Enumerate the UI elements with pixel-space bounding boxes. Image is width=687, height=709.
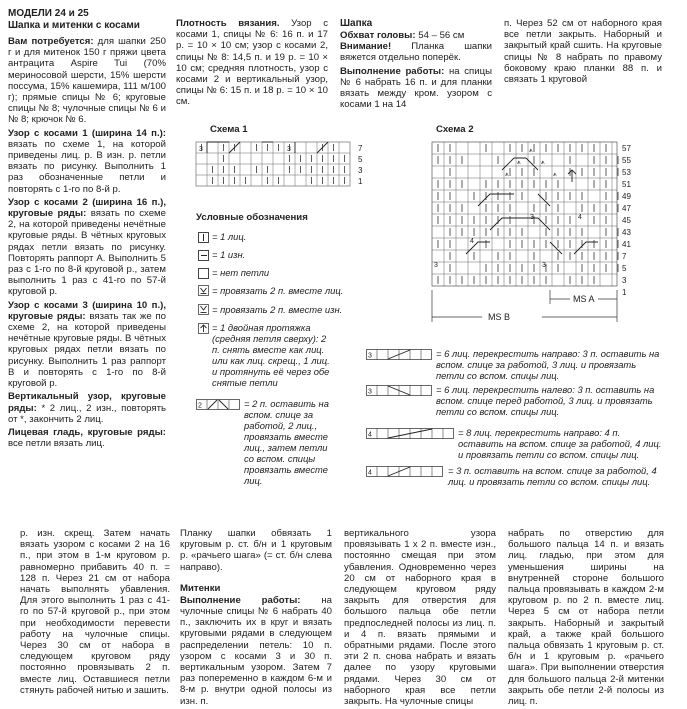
legend-symbol-k2tog <box>198 285 209 296</box>
bottom-column-1: р. изн. скрещ. Затем начать вязать узором с косами 2 на 16 п., при этом в 1-м круговом р. равномерно прибавить 40 п. = 128 п. Через 21 см от набора начать выполнять убавления. Для этого выполнить 1 раз с 41-го по 57-й круговой р., при этом при необходимости перевести работу на чулочные спицы. Через 30 см от набора в следующем круговом ряду постоянно провязывать 2 п. вместе лиц. Оставшиеся петли стянуть рабочей нитью и зашить. <box>20 528 170 696</box>
stockinette-paragraph: Лицевая гладь, круговые ряды: все петли вязать лиц. <box>8 426 166 450</box>
legend-double-decrease: = 1 двойная протяжка (средняя петля сверху): 2 п. снять вместе как лиц. или как лиц. скрещ., 1 лиц. и протянуть её через обе снятые петли <box>212 322 330 388</box>
svg-text:⩚: ⩚ <box>541 159 545 166</box>
svg-text:7: 7 <box>622 252 627 261</box>
model-name-title: Шапка и митенки с косами <box>8 20 140 31</box>
legend-symbol-purl <box>198 250 209 261</box>
cable-3-4-text: = 3 п. оставить на вспом. спице за работой, 4 лиц. и провязать петли со вспом. спицы лиц. <box>448 465 657 487</box>
column-3 <box>340 18 492 112</box>
mittens-title: Митенки <box>180 582 221 594</box>
svg-text:⩚: ⩚ <box>529 147 533 154</box>
svg-text:55: 55 <box>622 156 631 165</box>
svg-text:1: 1 <box>358 177 363 186</box>
svg-text:⩚: ⩚ <box>505 171 509 178</box>
svg-text:3: 3 <box>287 146 291 153</box>
scheme-2-caption: Схема 2 <box>436 124 474 135</box>
legend-symbol-double-decrease <box>198 323 209 334</box>
svg-text:41: 41 <box>622 240 631 249</box>
svg-text:43: 43 <box>622 228 631 237</box>
svg-text:4: 4 <box>470 238 474 245</box>
legend-symbol-p2tog <box>198 304 209 315</box>
column-1 <box>8 8 166 451</box>
hat-title: Шапка <box>340 18 373 29</box>
cable-6-left-text: = 6 лиц. перекрестить налево: 3 п. оставить на вспом. спице перед работой, 3 лиц. и провязать петли со вспом. спицы лиц. <box>436 384 655 417</box>
svg-text:7: 7 <box>358 144 363 153</box>
svg-text:47: 47 <box>622 204 631 213</box>
legend-no-stitch: = нет петли <box>212 267 270 278</box>
svg-text:3: 3 <box>358 166 363 175</box>
svg-text:53: 53 <box>622 168 631 177</box>
bottom-column-3: вертикального узора провязывать 1 х 2 п. вместе изн., постоянно смещая при этом убавления. Одновременно через 20 см от наборного края в следующем круговом ряду закрыть для отверстия для большого пальца обе петли предпоследней полосы из лиц. п. и 4 п. вязать прямыми и обратными рядами. После этого эти 2 п. снова набрать и вязать далее по узору круговыми рядами. Через 30 см от наборного края все петли закрыть. На чулочные спицы <box>344 528 496 708</box>
svg-text:2: 2 <box>198 402 202 410</box>
legend-title: Условные обозначения <box>196 212 308 223</box>
materials-paragraph: Вам потребуется: для шапки 250 г и для митенок 150 г пряжи цвета антрацита Aspire Tui (70% мериносовой шерсти, 15% шерсти поссума, 15% кашемира, 111 м/100 г); прямые спицы № 6; круговые спицы № 8; чулочные спицы № 6 и № 8; крючок № 6. <box>8 36 166 126</box>
legend-purl: = 1 изн. <box>212 249 246 260</box>
ms-b-label: MS B <box>488 312 511 322</box>
scheme-1-caption: Схема 1 <box>210 124 248 135</box>
pattern-1-paragraph: Узор с косами 1 (ширина 14 п.): вязать по схеме 1, на которой приведены лиц. р. В изн. р. петли вязать по рисунку. Выполнить 1 раз обозначенные петли и повторять с 1-го по 8-й р. <box>8 127 166 195</box>
svg-text:49: 49 <box>622 192 631 201</box>
legend-symbol-knit <box>198 232 209 243</box>
model-number-title: МОДЕЛИ 24 и 25 <box>8 8 89 19</box>
legend-cable-2: = 2 п. оставить на вспом. спице за работой, 2 лиц., провязать вместе лиц., затем петли со вспом. спицы провязать вместе лиц. <box>244 398 329 486</box>
legend-k2tog: = провязать 2 п. вместе лиц. <box>212 285 344 296</box>
hat-instructions: Выполнение работы: на спицы № 6 набрать 16 п. и для планки вязать между кром. узором с косами 1 на 14 <box>340 65 492 111</box>
pattern-2-paragraph: Узор с косами 2 (ширина 16 п.), круговые ряды: вязать по схеме 2, на которой приведены нечётные круговые ряды. В чётных круговых рядах петли вязать по рисунку. Повторять раппорт А. Выполнить 5 раз с 1-го по 8-й круговой р., затем выполнить 1 раз с 41-го по 57-й круговой р. <box>8 196 166 298</box>
legend-p2tog: = провязать 2 п. вместе изн. <box>212 304 343 315</box>
svg-text:5: 5 <box>358 155 363 164</box>
cable-6-right-text: = 6 лиц. перекрестить направо: 3 п. оставить на вспом. спице за работой, 3 лиц. и провязать петли со вспом. спицы лиц. <box>436 348 660 381</box>
column-2 <box>176 18 328 110</box>
svg-text:4: 4 <box>368 431 372 439</box>
legend-knit: = 1 лиц. <box>212 231 247 242</box>
svg-text:1: 1 <box>622 288 627 297</box>
bottom-column-4: набрать по отверстию для большого пальца 14 п. и вязать лиц. гладью, при этом для уменьшения ширины на внутренней стороне большого пальца провязывать в каждом 2-м круговом р. по 2 п. вместе лиц. Через 5 см от набора петли закрыть. Наборный и закрытый край, а также край большого пальца обвязать 1 круговым р. ст. б/н и 1 круговым р. «рачьего шага». При выполнении отверстия для большого пальца 2-й митенки закрыть обе петли 2-й полосы из лиц. п. <box>508 528 664 708</box>
cable-3-4-symbol <box>366 466 443 477</box>
svg-text:3: 3 <box>542 262 546 269</box>
bottom-column-2: Планку шапки обвязать 1 круговым р. ст. б/н и 1 круговым р. «рачьего шага» (= ст. б/н слева направо). Митенки Выполнение работы: на чулочные спицы № 6 набрать 40 п., заключить их в круг и вязать круговыми рядами в следующем распределении петель: 10 п. узором с косами 3 и 30 п. вертикальным узором. Затем 7 раз попеременно в каждом 6-м и 8-м р. внутри одной полосы из изн. п. <box>180 528 332 707</box>
cable-8-right-text: = 8 лиц. перекрестить направо: 4 п. оставить на вспом. спице за работой, 4 лиц. и провязать петли со вспом. спицы лиц. <box>458 427 662 460</box>
svg-text:3: 3 <box>622 276 627 285</box>
scheme-1-cell-num: 3 <box>199 146 203 153</box>
vertical-pattern-paragraph: Вертикальный узор, круговые ряды: * 2 лиц., 2 изн., повторять от *, закончить 2 лиц. <box>8 391 166 425</box>
legend-symbol-cable-2 <box>196 399 240 410</box>
pattern-3-paragraph: Узор с косами 3 (ширина 10 п.), круговые ряды: вязать так же по схеме 2, на которой приведены нечётные круговые ряды. В чётных круговых рядах петли вязать по рисунку. Выполнить 1 раз раппорт В и повторять с 1-го по 8-й круговой р. <box>8 299 166 390</box>
legend-symbol-no-stitch <box>198 268 209 279</box>
svg-text:3: 3 <box>368 352 372 360</box>
svg-text:51: 51 <box>622 180 631 189</box>
cable-6-left-symbol <box>366 385 432 396</box>
attention-note: Внимание! Планка шапки вяжется отдельно поперёк. <box>340 41 492 64</box>
svg-text:45: 45 <box>622 216 631 225</box>
svg-text:4: 4 <box>368 469 372 477</box>
ms-a-label: MS A <box>573 294 595 304</box>
svg-text:5: 5 <box>622 264 627 273</box>
svg-text:3: 3 <box>434 262 438 269</box>
svg-text:⩚: ⩚ <box>553 171 557 178</box>
cable-6-right-symbol <box>366 349 432 360</box>
svg-text:3: 3 <box>368 388 372 396</box>
svg-text:4: 4 <box>578 214 582 221</box>
hat-instructions-continued: п. Через 52 см от наборного края все петли закрыть. Наборный и закрытый край сшить. На круговые спицы № 8 набрать по правому боковому краю планки 88 п. и связать 1 круговой <box>504 18 662 86</box>
svg-text:3: 3 <box>530 214 534 221</box>
scheme-1-chart <box>196 142 363 192</box>
svg-text:57: 57 <box>622 144 631 153</box>
svg-text:⩚: ⩚ <box>517 159 521 166</box>
gauge-paragraph: Плотность вязания. Узор с косами 1, спицы № 6: 16 п. и 17 р. = 10 × 10 см; узор с косами 2, спицы № 8: 14,5 п. и 19 р. = 10 × 10 см; средняя плотность, узор с косами 2 и вертикальный узор, спицы № 6: 15 п. и 18 р. = 10 × 10 см. <box>176 18 328 108</box>
column-4 <box>504 18 662 87</box>
cable-8-right-symbol <box>366 428 454 439</box>
head-size: Обхват головы: 54 – 56 см <box>340 30 465 41</box>
scheme-2-chart <box>432 142 662 332</box>
